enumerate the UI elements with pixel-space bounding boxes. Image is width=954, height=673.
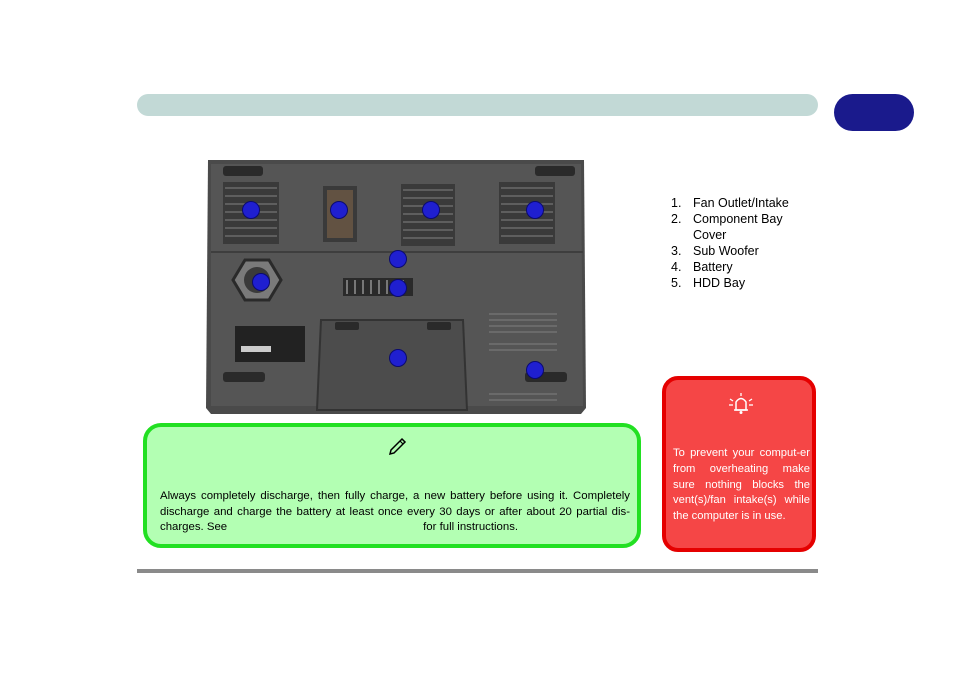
warning-text: To prevent your comput-er from overheating make sure nothing blocks the vent(s)/fan intake(s) while the computer is in use. [673,447,810,523]
note-text [160,489,630,536]
marker-fan-3 [422,201,440,219]
marker-grill [389,279,407,297]
legend-item: 3. Sub Woofer [671,244,759,258]
marker-sub-woofer [252,273,270,291]
chapter-tab [834,94,914,131]
legend-item: 1. Fan Outlet/Intake [671,196,789,210]
bell-alert-icon [727,392,755,416]
legend-item: 2. Component Bay Cover [671,212,783,242]
footer-line [137,569,818,573]
marker-hdd-bay [526,361,544,379]
legend-item: 5. HDD Bay [671,276,746,290]
marker-battery [389,349,407,367]
legend-list [671,195,821,291]
marker-component-bay [389,250,407,268]
header-bar [137,94,818,116]
warning-box [662,376,816,552]
marker-fan-2 [330,201,348,219]
note-box [143,423,641,548]
note-text-after: for full instructions. [423,521,519,533]
pencil-icon [387,437,407,457]
note-text-before: Always completely discharge, then fully charge, a new battery before using it. Completely discharge and charge the battery at least once every 30 days or after about 20 partial dis-charges. See [160,490,630,533]
marker-fan-1 [242,201,260,219]
marker-fan-4 [526,201,544,219]
legend-item: 4. Battery [671,260,733,274]
